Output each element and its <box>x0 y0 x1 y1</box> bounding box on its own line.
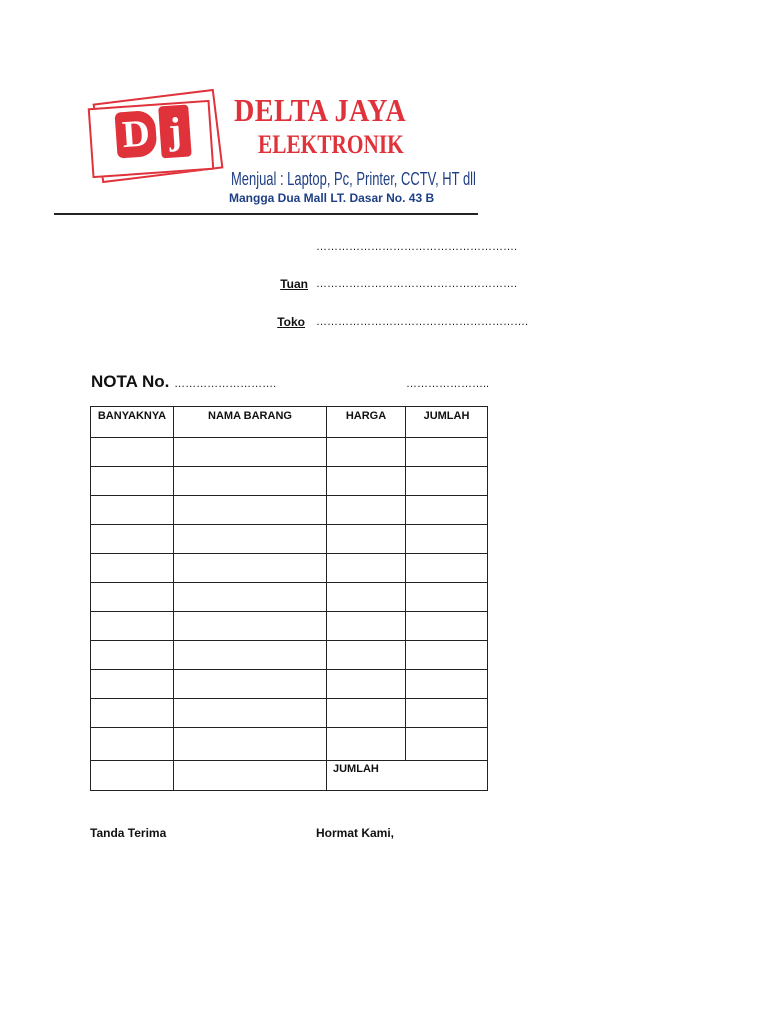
nota-label: NOTA No. <box>91 372 170 391</box>
toko-label: Toko <box>277 315 305 329</box>
qty-cell[interactable] <box>91 438 174 467</box>
total-row <box>91 761 488 791</box>
table-row <box>91 583 488 612</box>
table-row <box>91 438 488 467</box>
item-name-cell[interactable] <box>174 525 327 554</box>
item-name-cell[interactable] <box>174 438 327 467</box>
total-empty-cell <box>91 761 174 791</box>
table-row <box>91 554 488 583</box>
total-label: JUMLAH <box>327 761 488 791</box>
amount-cell[interactable] <box>406 525 488 554</box>
table-row <box>91 641 488 670</box>
amount-cell[interactable] <box>406 583 488 612</box>
header-divider <box>54 213 478 215</box>
toko-field[interactable]: …………………………………………………. <box>316 316 529 328</box>
header-banyaknya: BANYAKNYA <box>91 407 174 438</box>
table-row <box>91 612 488 641</box>
item-name-cell[interactable] <box>174 641 327 670</box>
date-field[interactable]: ………………………………………………. <box>316 241 518 253</box>
price-cell[interactable] <box>327 728 406 761</box>
qty-cell[interactable] <box>91 699 174 728</box>
amount-cell[interactable] <box>406 496 488 525</box>
item-name-cell[interactable] <box>174 554 327 583</box>
nota-date-field[interactable]: ………………….. <box>406 378 490 390</box>
table-header-row <box>91 407 488 438</box>
amount-cell[interactable] <box>406 554 488 583</box>
table-row <box>91 525 488 554</box>
qty-cell[interactable] <box>91 554 174 583</box>
qty-cell[interactable] <box>91 467 174 496</box>
item-name-cell[interactable] <box>174 467 327 496</box>
amount-cell[interactable] <box>406 670 488 699</box>
amount-cell[interactable] <box>406 438 488 467</box>
price-cell[interactable] <box>327 554 406 583</box>
amount-cell[interactable] <box>406 641 488 670</box>
price-cell[interactable] <box>327 467 406 496</box>
amount-cell[interactable] <box>406 612 488 641</box>
receiver-signature-label: Tanda Terima <box>90 826 167 840</box>
item-name-cell[interactable] <box>174 583 327 612</box>
items-table <box>90 406 488 791</box>
brand-logo <box>106 95 201 171</box>
item-name-cell[interactable] <box>174 670 327 699</box>
price-cell[interactable] <box>327 641 406 670</box>
price-cell[interactable] <box>327 583 406 612</box>
total-empty-cell <box>174 761 327 791</box>
table-row <box>91 728 488 761</box>
header-jumlah: JUMLAH <box>406 407 488 438</box>
price-cell[interactable] <box>327 496 406 525</box>
qty-cell[interactable] <box>91 525 174 554</box>
price-cell[interactable] <box>327 670 406 699</box>
table-row <box>91 670 488 699</box>
price-cell[interactable] <box>327 612 406 641</box>
brand-subtitle: ELEKTRONIK <box>258 130 404 159</box>
brand-tagline: Menjual : Laptop, Pc, Printer, CCTV, HT dll <box>231 169 476 189</box>
sender-signature-label: Hormat Kami, <box>316 826 395 840</box>
table-row <box>91 699 488 728</box>
table-row <box>91 496 488 525</box>
tuan-label: Tuan <box>280 277 308 291</box>
price-cell[interactable] <box>327 525 406 554</box>
amount-cell[interactable] <box>406 467 488 496</box>
price-cell[interactable] <box>327 438 406 467</box>
brand-name: DELTA JAYA <box>234 92 407 128</box>
logo-letter-j: j <box>158 104 192 158</box>
nota-title <box>91 372 276 392</box>
brand-address: Mangga Dua Mall LT. Dasar No. 43 B <box>229 191 435 205</box>
amount-cell[interactable] <box>406 699 488 728</box>
price-cell[interactable] <box>327 699 406 728</box>
header-nama-barang: NAMA BARANG <box>174 407 327 438</box>
item-name-cell[interactable] <box>174 728 327 761</box>
logo-letter-d: D <box>114 110 157 159</box>
header-harga: HARGA <box>327 407 406 438</box>
item-name-cell[interactable] <box>174 496 327 525</box>
qty-cell[interactable] <box>91 670 174 699</box>
qty-cell[interactable] <box>91 641 174 670</box>
item-name-cell[interactable] <box>174 699 327 728</box>
item-name-cell[interactable] <box>174 612 327 641</box>
qty-cell[interactable] <box>91 728 174 761</box>
qty-cell[interactable] <box>91 612 174 641</box>
amount-cell[interactable] <box>406 728 488 761</box>
qty-cell[interactable] <box>91 583 174 612</box>
table-row <box>91 467 488 496</box>
tuan-field[interactable]: ………………………………………………. <box>316 278 518 290</box>
nota-number-field[interactable]: ………………………. <box>174 378 277 390</box>
qty-cell[interactable] <box>91 496 174 525</box>
